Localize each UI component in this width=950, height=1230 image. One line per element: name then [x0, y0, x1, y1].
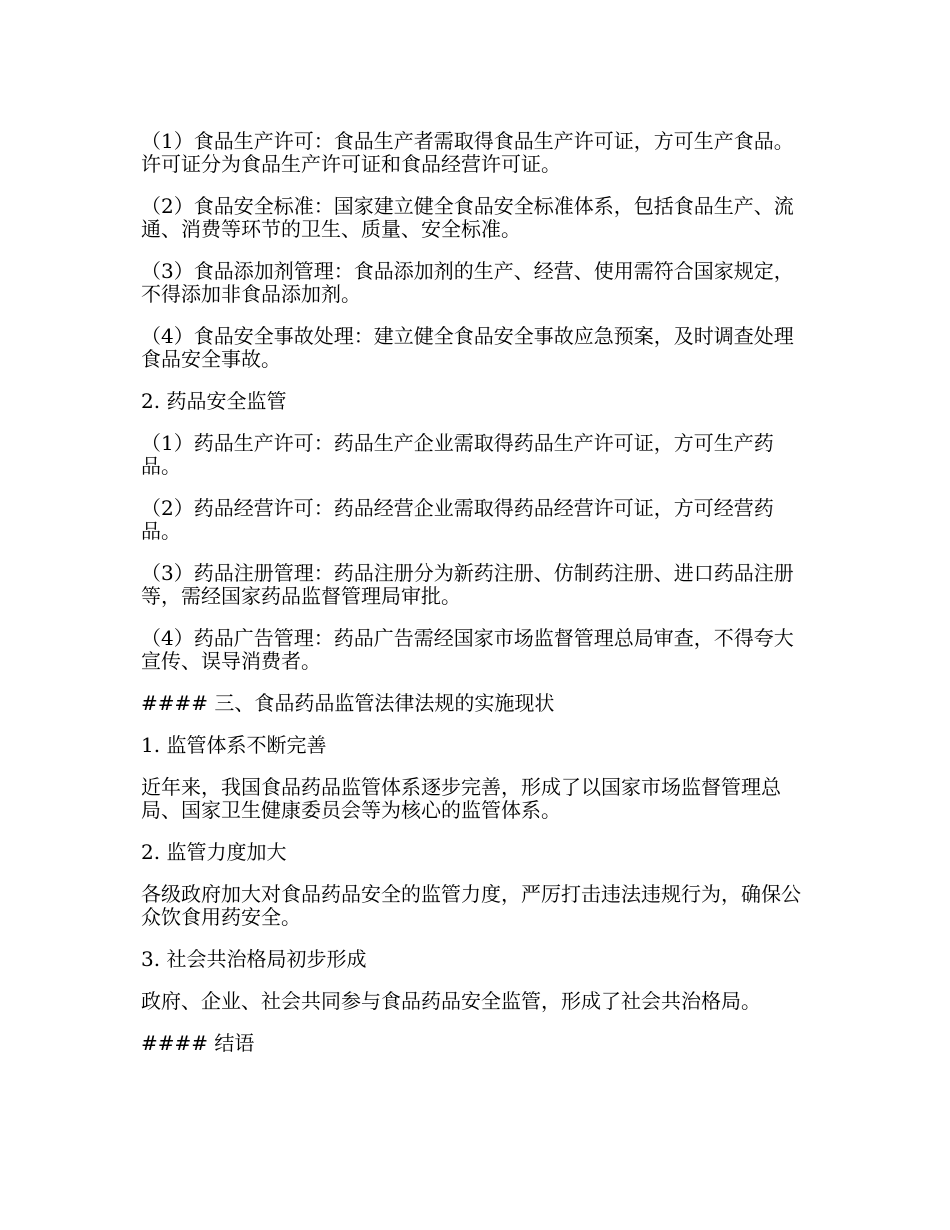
paragraph-food-additive-management: （3）食品添加剂管理：食品添加剂的生产、经营、使用需符合国家规定，不得添加非食品添加剂。 [141, 259, 794, 306]
paragraph-food-safety-incident: （4）食品安全事故处理：建立健全食品安全事故应急预案，及时调查处理食品安全事故。 [141, 324, 794, 371]
paragraph-drug-registration: （3）药品注册管理：药品注册分为新药注册、仿制药注册、进口药品注册等，需经国家药品监督管理局审批。 [141, 561, 794, 608]
subheading-regulatory-system: 1. 监管体系不断完善 [141, 733, 327, 757]
paragraph-social-cogovernance: 政府、企业、社会共同参与食品药品安全监管，形成了社会共治格局。 [141, 989, 761, 1013]
subheading-social-cogovernance: 3. 社会共治格局初步形成 [141, 947, 367, 971]
paragraph-regulatory-intensity: 各级政府加大对食品药品安全的监管力度，严厉打击违法违规行为，确保公众饮食用药安全。 [141, 882, 801, 929]
paragraph-drug-advertising: （4）药品广告管理：药品广告需经国家市场监督管理总局审查，不得夸大宣传、误导消费者。 [141, 626, 794, 673]
section-heading-drug-safety: 2. 药品安全监管 [141, 389, 287, 413]
paragraph-food-safety-standards: （2）食品安全标准：国家建立健全食品安全标准体系，包括食品生产、流通、消费等环节的卫生、质量、安全标准。 [141, 194, 794, 241]
paragraph-food-production-license: （1）食品生产许可：食品生产者需取得食品生产许可证，方可生产食品。许可证分为食品生产许可证和食品经营许可证。 [141, 129, 794, 176]
heading-implementation-status: #### 三、食品药品监管法律法规的实施现状 [141, 691, 555, 715]
heading-conclusion: #### 结语 [141, 1031, 255, 1055]
subheading-regulatory-intensity: 2. 监管力度加大 [141, 840, 287, 864]
paragraph-regulatory-system: 近年来，我国食品药品监管体系逐步完善，形成了以国家市场监督管理总局、国家卫生健康委员会等为核心的监管体系。 [141, 775, 781, 822]
paragraph-drug-business-license: （2）药品经营许可：药品经营企业需取得药品经营许可证，方可经营药品。 [141, 496, 774, 543]
paragraph-drug-production-license: （1）药品生产许可：药品生产企业需取得药品生产许可证，方可生产药品。 [141, 431, 774, 478]
document-body [141, 130, 811, 1074]
